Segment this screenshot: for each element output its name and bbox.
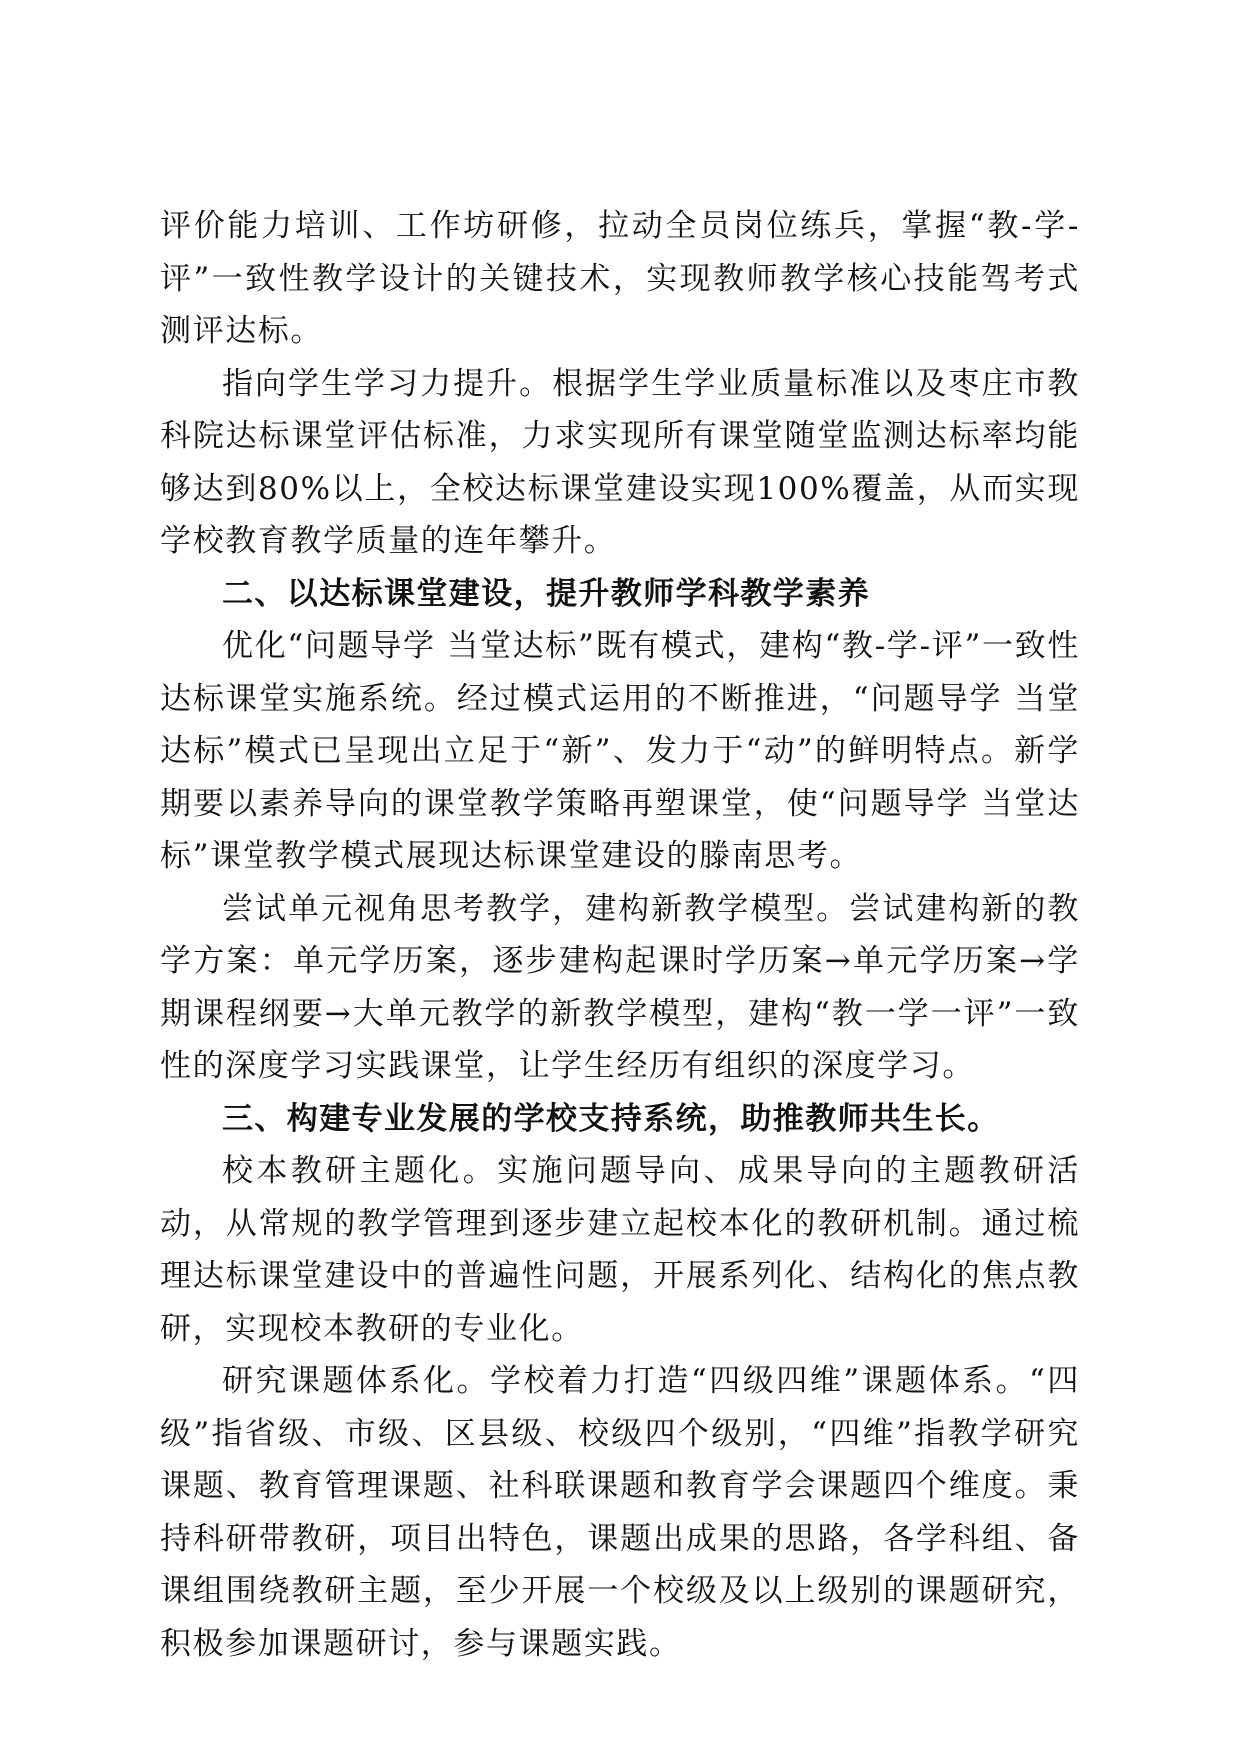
section-heading-three: 三、构建专业发展的学校支持系统，助推教师共生长。 — [222, 1100, 1000, 1137]
document-page — [160, 200, 1080, 1670]
paragraph-optimize-model: 优化“问题导学 当堂达标”既有模式，建构“教-学-评”一致性达标课堂实施系统。经过模式运用的不断推进，“问题导学 当堂达标”模式已呈现出立足于“新”、发力于“动”的鲜明特点。新学期要以素养导向的课堂教学策略再塑课堂，使“问题导学 当堂达标”课堂教学模式展现达标课堂建设的滕南思考。 — [160, 628, 1080, 874]
section-heading-two: 二、以达标课堂建设，提升教师学科教学素养 — [222, 575, 870, 612]
paragraph-unit-teaching: 尝试单元视角思考教学，建构新教学模型。尝试建构新的教学方案：单元学历案，逐步建构起课时学历案→单元学历案→学期课程纲要→大单元教学的新教学模型，建构“教一学一评”一致性的深度学习实践课堂，让学生经历有组织的深度学习。 — [160, 890, 1080, 1084]
paragraph-continued-training: 评价能力培训、工作坊研修，拉动全员岗位练兵，掌握“教-学-评”一致性教学设计的关键技术，实现教师教学核心技能驾考式测评达标。 — [160, 208, 1080, 349]
paragraph-school-research: 校本教研主题化。实施问题导向、成果导向的主题教研活动，从常规的教学管理到逐步建立起校本化的教研机制。通过梳理达标课堂建设中的普遍性问题，开展系列化、结构化的焦点教研，实现校本教研的专业化。 — [160, 1153, 1080, 1347]
paragraph-student-learning: 指向学生学习力提升。根据学生学业质量标准以及枣庄市教科院达标课堂评估标准，力求实现所有课堂随堂监测达标率均能够达到80%以上，全校达标课堂建设实现100%覆盖，从而实现学校教育教学质量的连年攀升。 — [160, 365, 1080, 559]
paragraph-research-topics: 研究课题体系化。学校着力打造“四级四维”课题体系。“四级”指省级、市级、区县级、校级四个级别，“四维”指教学研究课题、教育管理课题、社科联课题和教育学会课题四个维度。秉持科研带教研，项目出特色，课题出成果的思路，各学科组、备课组围绕教研主题，至少开展一个校级及以上级别的课题研究，积极参加课题研讨，参与课题实践。 — [160, 1363, 1080, 1662]
